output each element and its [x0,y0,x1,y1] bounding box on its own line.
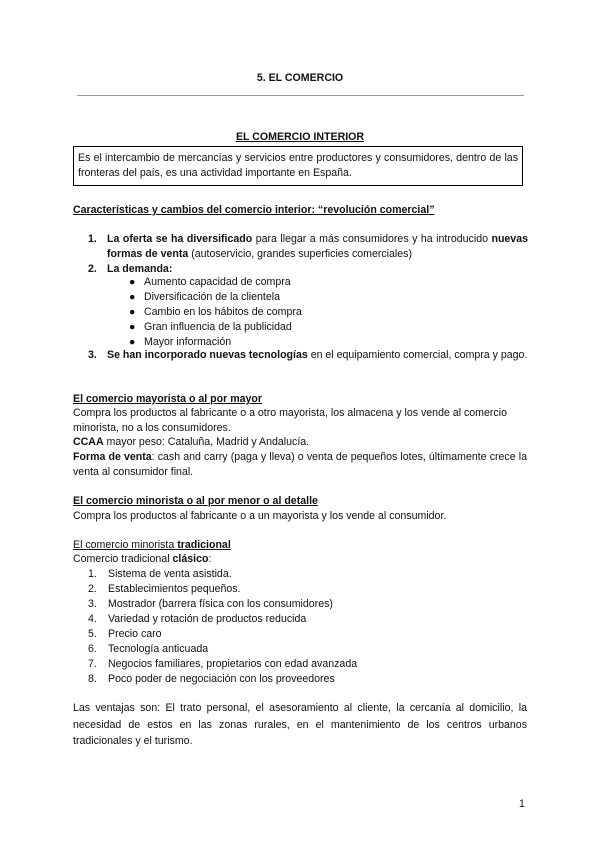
list-text: Poco poder de negociación con los proveedores [108,673,335,685]
list-text: Mostrador (barrera física con los consumidores) [108,598,333,610]
list-item [88,597,508,612]
definition-box [73,146,523,186]
title-divider [77,95,524,96]
list-item [88,642,508,657]
bullet-icon: ● [129,276,136,288]
section-title-comercio-interior: EL COMERCIO INTERIOR [235,131,365,143]
item-bold-text: nuevas formas de venta [107,233,528,260]
list-item [88,627,508,642]
sub-bold: clásico [172,553,209,565]
list-number: 5. [88,628,97,640]
caracteristica-item-3 [88,348,528,363]
list-number: 8. [88,673,97,685]
list-item [88,657,508,672]
list-item [88,567,508,582]
item-bold-text: La demanda: [107,263,173,275]
bullet-text: Aumento capacidad de compra [144,276,291,288]
page-title: 5. EL COMERCIO [256,72,344,84]
list-text: Variedad y rotación de productos reducida [108,613,307,625]
list-text: Sistema de venta asistida. [108,568,232,580]
item-bold-text: Se han incorporado nuevas tecnologías [107,349,308,361]
tradicional-list [88,567,508,687]
list-item [129,275,429,290]
list-item [88,612,508,627]
heading-plain: El comercio minorista [73,539,178,551]
demanda-bullets [129,275,429,350]
page-number: 1 [519,798,525,810]
bullet-icon: ● [129,336,136,348]
list-text: Establecimientos pequeños. [108,583,241,595]
list-number: 7. [88,658,97,670]
sub-plain: Comercio tradicional [73,553,173,565]
caracteristicas-list-cont [88,348,528,363]
list-number: 3. [88,598,97,610]
tradicional-subheading [73,552,527,567]
caracteristicas-heading: Características y cambios del comercio interior: “revolución comercial” [73,204,435,216]
list-item [129,290,429,305]
item-text: en el equipamiento comercial, compra y pago. [307,349,528,361]
ccaa-text: mayor peso: Cataluña, Madrid y Andalucía. [103,436,310,448]
minorista-text: Compra los productos al fabricante o a un mayorista y los vende al consumidor. [73,510,447,522]
list-text: Precio caro [108,628,162,640]
list-number: 1. [88,568,97,580]
bullet-text: Gran influencia de la publicidad [144,321,292,333]
forma-label: Forma de venta [73,451,152,463]
bullet-text: Mayor información [144,336,232,348]
ccaa-label: CCAA [73,436,104,448]
mayorista-forma [73,450,527,480]
mayorista-ccaa [73,435,527,450]
caracteristica-item-1 [88,232,528,262]
heading-bold: tradicional [177,539,231,551]
mayorista-heading: El comercio mayorista o al por mayor [73,393,262,405]
list-number: 6. [88,643,97,655]
ventajas-text: Las ventajas son: El trato personal, el asesoramiento al cliente, la cercanía al domicilio, la necesidad de estos en las zonas rurales, en el mantenimiento de los centros urbanos tradicionales y el turismo. [73,702,527,747]
bullet-icon: ● [129,306,136,318]
list-number: 1. [88,233,97,245]
forma-text: : cash and carry (paga y lleva) o venta de pequeños lotes, últimamente crece la venta al consumidor final. [73,451,527,478]
list-number: 3. [88,349,97,361]
list-number: 2. [88,263,97,275]
caracteristicas-list [88,232,528,277]
list-item [88,672,508,687]
list-item [129,305,429,320]
item-bold-text: La oferta se ha diversificado [107,233,253,245]
bullet-icon: ● [129,291,136,303]
minorista-heading: El comercio minorista o al por menor o al detalle [73,495,318,507]
definition-text: Es el intercambio de mercancías y servicios entre productores y consumidores, dentro de las fronteras del país, es una actividad importante en España. [78,152,518,179]
bullet-icon: ● [129,321,136,333]
bullet-text: Cambio en los hábitos de compra [144,306,302,318]
list-item [129,320,429,335]
bullet-text: Diversificación de la clientela [144,291,281,303]
sub-colon: : [208,553,212,565]
list-number: 2. [88,583,97,595]
tradicional-heading [73,538,527,553]
list-item [88,582,508,597]
list-number: 4. [88,613,97,625]
item-text: (autoservicio, grandes superficies comerciales) [188,248,412,260]
mayorista-text: Compra los productos al fabricante o a otro mayorista, los almacena y los vende al comercio minorista, no a los consumidores. [73,407,507,434]
list-text: Tecnología anticuada [108,643,209,655]
list-text: Negocios familiares, propietarios con edad avanzada [108,658,358,670]
item-text: para llegar a más consumidores y ha introducido [252,233,492,245]
